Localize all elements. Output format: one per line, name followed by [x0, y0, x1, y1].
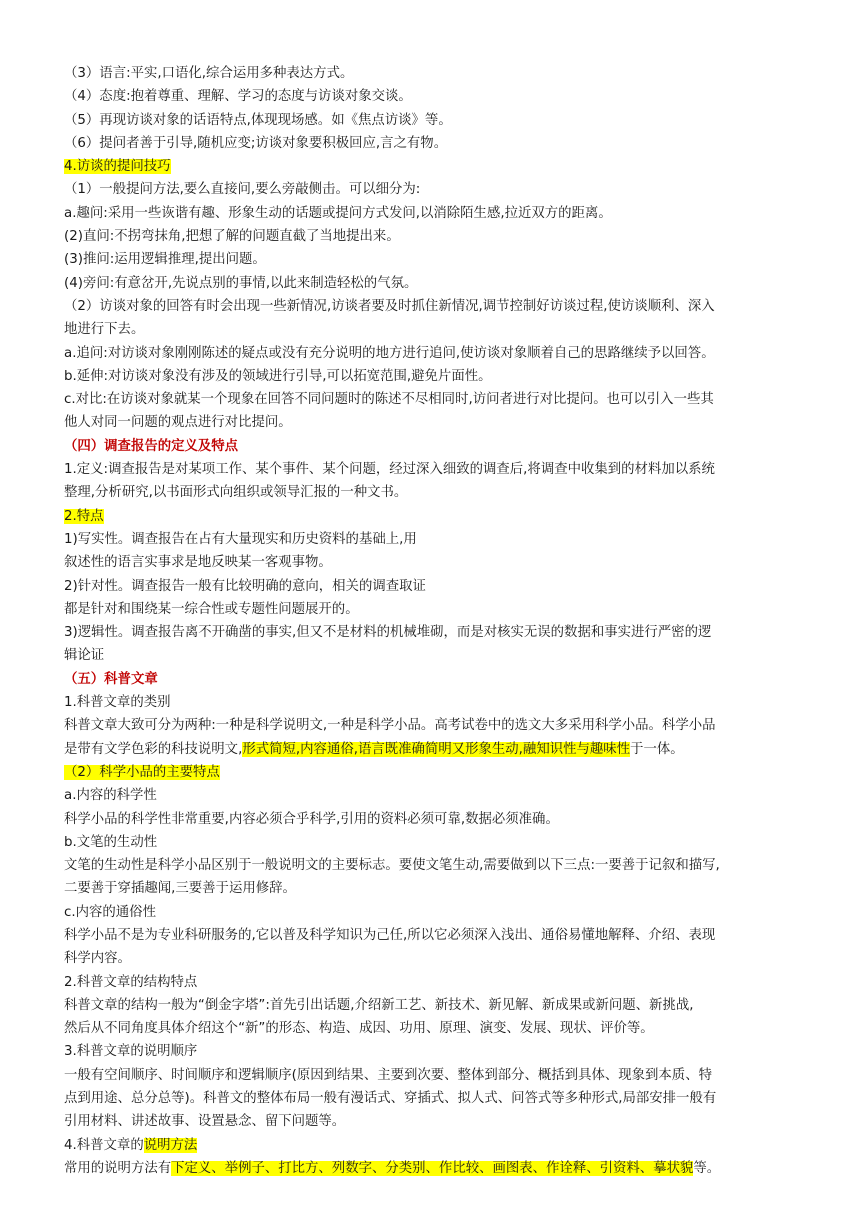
text-segment: 是带有文学色彩的科技说明文, — [64, 741, 243, 757]
text-line: （5）再现访谈对象的话语特点,体现现场感。如《焦点访谈》等。 — [64, 112, 452, 128]
section-heading — [64, 155, 802, 178]
text-line: 科学小品的科学性非常重要,内容必须合乎科学,引用的资料必须可靠,数据必须准确。 — [64, 811, 559, 827]
text-line: （4）态度:抱着尊重、理解、学习的态度与访谈对象交谈。 — [64, 89, 412, 105]
text-line: c.内容的通俗性 — [64, 904, 156, 920]
text-line: 辑论证 — [64, 648, 105, 664]
text-line: 科学小品不是为专业科研服务的,它以普及科学知识为己任,所以它必须深入浅出、通俗易懂地解释、介绍、表现 — [64, 927, 716, 943]
chapter-heading: （四）调查报告的定义及特点 — [64, 438, 239, 454]
highlighted-phrase: 下定义、举例子、打比方、列数字、分类别、作比较、画图表、作诠释、引资料、摹状貌 — [171, 1160, 694, 1176]
text-line-mixed — [64, 738, 802, 761]
section-heading — [64, 761, 802, 784]
text-line: （2）访谈对象的回答有时会出现一些新情况,访谈者要及时抓住新情况,调节控制好访谈过程,使访谈顺利、深入 — [64, 298, 715, 314]
text-line: 3.科普文章的说明顺序 — [64, 1044, 198, 1060]
text-line: 科普文章大致可分为两种:一种是科学说明文,一种是科学小品。高考试卷中的选文大多采用科学小品。科学小品 — [64, 718, 716, 734]
text-line: 他人对同一问题的观点进行对比提问。 — [64, 415, 292, 431]
text-line: 二要善于穿插趣闻,三要善于运用修辞。 — [64, 881, 296, 897]
highlighted-heading: 2.特点 — [64, 508, 104, 524]
text-segment: 于一体。 — [630, 741, 684, 757]
text-line: 2.科普文章的结构特点 — [64, 974, 198, 990]
text-line: 1.定义:调查报告是对某项工作、某个事件、某个问题，经过深入细致的调查后,将调查中收集到的材料加以系统 — [64, 462, 715, 478]
text-line: 都是针对和围绕某一综合性或专题性问题展开的。 — [64, 601, 359, 617]
text-line: b.文笔的生动性 — [64, 834, 158, 850]
text-line: (4)旁问:有意岔开,先说点别的事情,以此来制造轻松的气氛。 — [64, 275, 418, 291]
chapter-heading: （五）科普文章 — [64, 671, 158, 687]
text-line: 科普文章的结构一般为“倒金字塔”:首先引出话题,介绍新工艺、新技术、新见解、新成果或新问题、新挑战, — [64, 997, 694, 1013]
text-line: a.趣问:采用一些诙谐有趣、形象生动的话题或提问方式发问,以消除陌生感,拉近双方的距离。 — [64, 205, 612, 221]
text-line: 一般有空间顺序、时间顺序和逻辑顺序(原因到结果、主要到次要、整体到部分、概括到具体、现象到本质、特 — [64, 1067, 712, 1083]
text-line: (3)推问:运用逻辑推理,提出问题。 — [64, 252, 266, 268]
text-line: 1)写实性。调查报告在占有大量现实和历史资料的基础上,用 — [64, 531, 417, 547]
text-line: c.对比:在访谈对象就某一个现象在回答不同问题时的陈述不尽相同时,访问者进行对比提问。也可以引入一些其 — [64, 392, 714, 408]
text-line: a.内容的科学性 — [64, 788, 157, 804]
text-line: 文笔的生动性是科学小品区别于一般说明文的主要标志。要使文笔生动,需要做到以下三点:一要善于记叙和描写, — [64, 858, 720, 874]
text-line: 整理,分析研究,以书面形式向组织或领导汇报的一种文书。 — [64, 485, 408, 501]
text-line: 科学内容。 — [64, 951, 131, 967]
section-heading — [64, 505, 802, 528]
text-segment: 常用的说明方法有 — [64, 1160, 172, 1176]
text-line: （3）语言:平实,口语化,综合运用多种表达方式。 — [64, 66, 354, 81]
text-line: 2)针对性。调查报告一般有比较明确的意向，相关的调查取证 — [64, 578, 426, 594]
text-line: （6）提问者善于引导,随机应变;访谈对象要积极回应,言之有物。 — [64, 135, 448, 151]
text-line: 1.科普文章的类别 — [64, 695, 171, 711]
text-line: 叙述性的语言实事求是地反映某一客观事物。 — [64, 555, 332, 571]
highlighted-phrase: 形式简短,内容通俗,语言既准确简明又形象生动,融知识性与趣味性 — [242, 741, 631, 757]
text-line-mixed — [64, 1157, 802, 1180]
text-line: 点到用途、总分总等)。科普文的整体布局一般有漫话式、穿插式、拟人式、问答式等多种形式,局部安排一般有 — [64, 1091, 717, 1107]
text-line: 地进行下去。 — [64, 322, 145, 338]
highlighted-heading: 4.访谈的提问技巧 — [64, 159, 171, 175]
text-segment: 等。 — [693, 1160, 721, 1176]
text-line: 3)逻辑性。调查报告离不开确凿的事实,但又不是材料的机械堆砌，而是对核实无误的数据和事实进行严密的逻 — [64, 625, 712, 641]
highlighted-phrase: 说明方法 — [143, 1137, 198, 1153]
text-line: b.延伸:对访谈对象没有涉及的领域进行引导,可以拓宽范围,避免片面性。 — [64, 368, 492, 384]
text-line-mixed — [64, 1134, 802, 1157]
highlighted-heading: （2）科学小品的主要特点 — [64, 764, 220, 780]
text-line: 然后从不同角度具体介绍这个“新”的形态、构造、成因、功用、原理、演变、发展、现状、评价等。 — [64, 1021, 654, 1037]
text-segment: 4.科普文章的 — [64, 1137, 144, 1153]
text-line: （1）一般提问方法,要么直接问,要么旁敲侧击。可以细分为: — [64, 182, 421, 198]
text-line: (2)直问:不拐弯抹角,把想了解的问题直截了当地提出来。 — [64, 229, 400, 245]
text-line: a.追问:对访谈对象刚刚陈述的疑点或没有充分说明的地方进行追问,使访谈对象顺着自己的思路继续予以回答。 — [64, 345, 715, 361]
text-line: 引用材料、讲述故事、设置悬念、留下问题等。 — [64, 1114, 346, 1130]
